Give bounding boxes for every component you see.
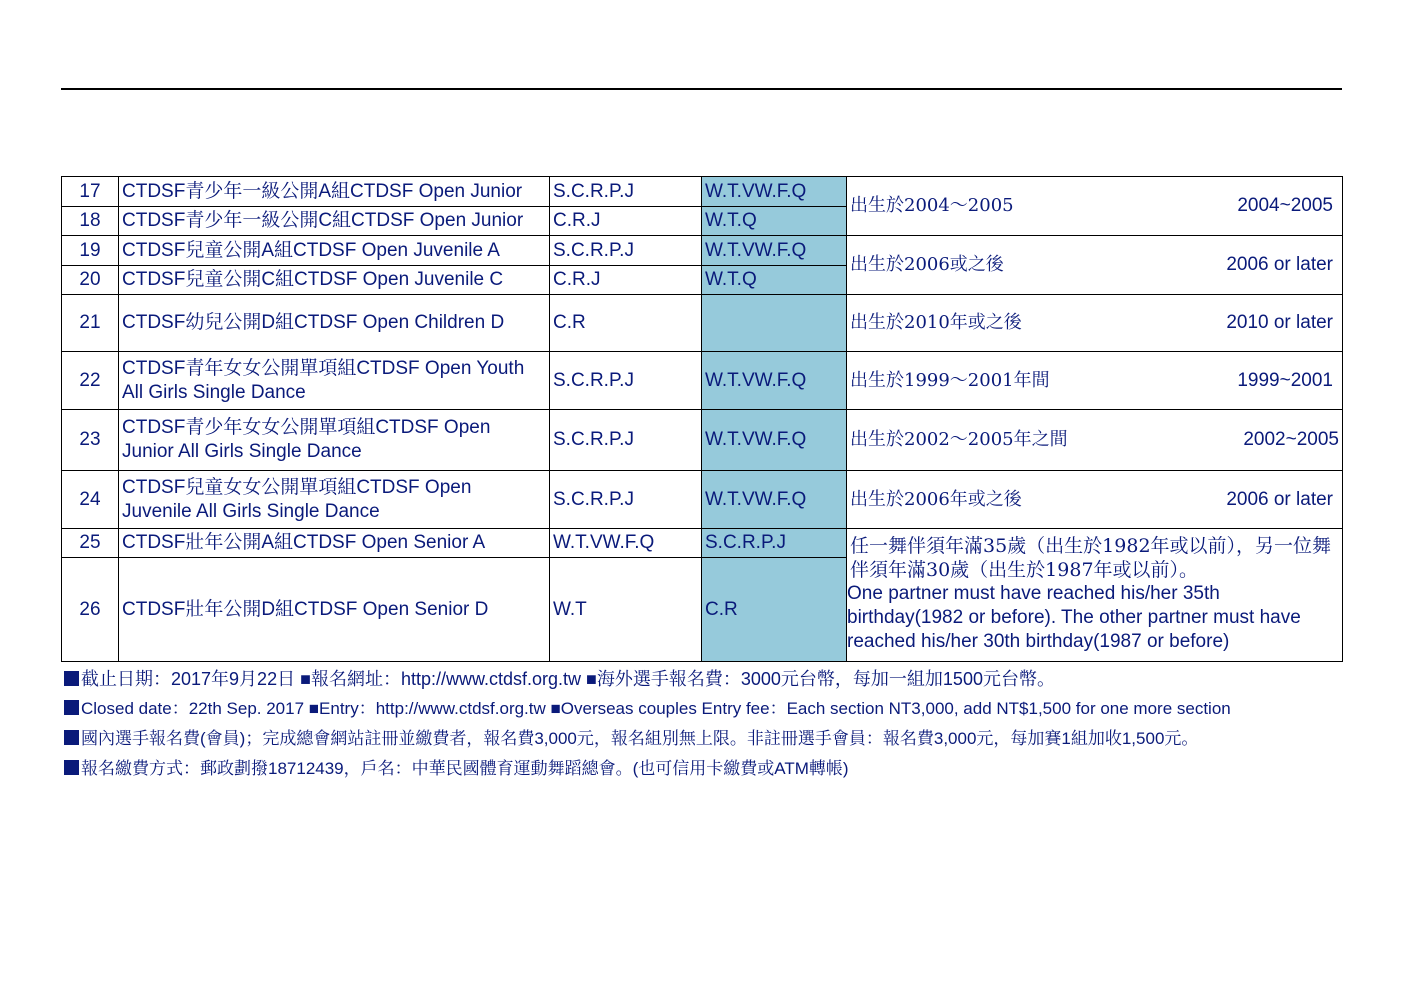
event-dances-highlight: W.T.VW.F.Q [702,236,847,266]
event-number: 21 [62,295,119,352]
event-dances-highlight: C.R [702,558,847,662]
square-bullet-icon [64,760,79,775]
note-text: 報名繳費方式：郵政劃撥18712439，戶名：中華民國體育運動舞蹈總會。(也可信用卡繳費或ATM轉帳) [81,759,849,778]
note-text: 國內選手報名費(會員)；完成總會網站註冊並繳費者，報名費3,000元，報名組別無上限。非註冊選手會員：報名費3,000元，每加賽1組加收1,500元。 [81,729,1199,748]
age-condition-en: 1999~2001 [1237,369,1333,391]
age-condition-cn: 出生於2002～2005年之間 [850,429,1068,450]
top-rule [61,88,1342,90]
event-name: CTDSF青少年一級公開A組CTDSF Open Junior [119,177,550,207]
square-bullet-icon [64,700,79,715]
age-condition [847,295,1343,352]
event-dances-highlight: W.T.Q [702,207,847,236]
age-condition-en: 2010 or later [1226,312,1333,333]
table-row [62,352,1343,410]
event-name: CTDSF兒童公開C組CTDSF Open Juvenile C [119,266,550,295]
table-row [62,236,1343,266]
event-dances-highlight: W.T.Q [702,266,847,295]
event-dances: S.C.R.P.J [550,410,702,471]
event-dances: C.R.J [550,266,702,295]
event-number: 25 [62,529,119,558]
event-dances-highlight: W.T.VW.F.Q [702,471,847,529]
event-dances-highlight [702,295,847,352]
event-dances: S.C.R.P.J [550,471,702,529]
age-condition-en: One partner must have reached his/her 35th birthday(1982 or before). The other partner must have reached his/her 30th birthday(1987 or before) [847,583,1301,652]
age-condition-cn: 出生於2010年或之後 [850,312,1022,333]
event-dances: C.R [550,295,702,352]
event-number: 24 [62,471,119,529]
events-table [61,176,1343,662]
event-dances: S.C.R.P.J [550,177,702,207]
event-dances: C.R.J [550,207,702,236]
note-english [64,694,1364,724]
age-condition [847,177,1343,236]
event-name: CTDSF壯年公開A組CTDSF Open Senior A [119,529,550,558]
age-condition-cn: 出生於2004～2005 [850,195,1014,216]
table-row [62,295,1343,352]
event-name: CTDSF青年女女公開單項組CTDSF Open Youth All Girls Single Dance [119,352,550,410]
age-condition-cn: 出生於2006或之後 [850,254,1004,275]
square-bullet-icon [64,671,79,686]
event-number: 26 [62,558,119,662]
table-row [62,410,1343,471]
age-condition [847,236,1343,295]
notes [64,664,1364,784]
event-number: 22 [62,352,119,410]
event-dances: S.C.R.P.J [550,352,702,410]
table-row [62,177,1343,207]
age-condition [847,529,1343,662]
table-row [62,529,1343,558]
event-name: CTDSF青少年女女公開單項組CTDSF Open Junior All Girls Single Dance [119,410,550,471]
age-condition-cn: 出生於1999～2001年間 [850,369,1050,391]
event-name: CTDSF幼兒公開D組CTDSF Open Children D [119,295,550,352]
table-row [62,471,1343,529]
event-number: 23 [62,410,119,471]
event-dances-highlight: W.T.VW.F.Q [702,352,847,410]
square-bullet-icon [64,730,79,745]
event-dances: S.C.R.P.J [550,236,702,266]
note-payment [64,754,1364,784]
event-dances-highlight: W.T.VW.F.Q [702,410,847,471]
event-dances: W.T.VW.F.Q [550,529,702,558]
age-condition-cn: 任一舞伴須年滿35歲（出生於1982年或以前），另一位舞伴須年滿30歲（出生於1987年或以前）。 [850,535,1332,581]
note-domestic-fee [64,724,1364,754]
event-dances: W.T [550,558,702,662]
event-dances-highlight: W.T.VW.F.Q [702,177,847,207]
age-condition-cn: 出生於2006年或之後 [850,488,1022,510]
event-name: CTDSF兒童女女公開單項組CTDSF Open Juvenile All Girls Single Dance [119,471,550,529]
event-number: 17 [62,177,119,207]
note-text: 截止日期：2017年9月22日 ■報名網址：http://www.ctdsf.org.tw ■海外選手報名費：3000元台幣，每加一組加1500元台幣。 [81,669,1055,689]
age-condition-en: 2006 or later [1226,488,1333,510]
event-number: 20 [62,266,119,295]
age-condition-en: 2004~2005 [1237,195,1333,216]
note-deadline [64,664,1364,694]
age-condition [847,410,1343,471]
event-name: CTDSF青少年一級公開C組CTDSF Open Junior [119,207,550,236]
event-number: 18 [62,207,119,236]
event-name: CTDSF壯年公開D組CTDSF Open Senior D [119,558,550,662]
age-condition-en: 2006 or later [1226,254,1333,275]
event-dances-highlight: S.C.R.P.J [702,529,847,558]
age-condition [847,352,1343,410]
event-name: CTDSF兒童公開A組CTDSF Open Juvenile A [119,236,550,266]
age-condition [847,471,1343,529]
age-condition-en: 2002~2005 [1243,429,1339,450]
note-text: Closed date：22th Sep. 2017 ■Entry：http://www.ctdsf.org.tw ■Overseas couples Entry fee：Each section NT3,000, add NT$1,500 for one more section [81,699,1231,718]
event-number: 19 [62,236,119,266]
